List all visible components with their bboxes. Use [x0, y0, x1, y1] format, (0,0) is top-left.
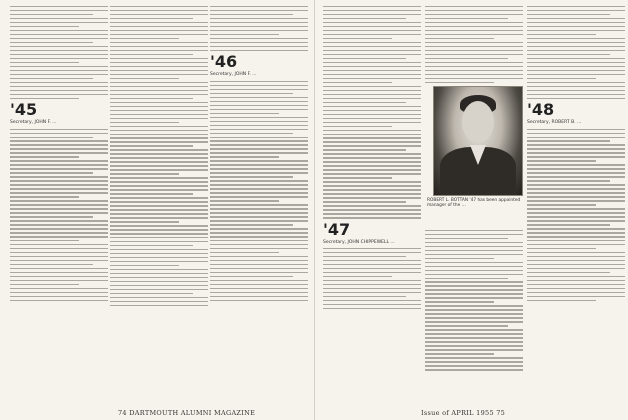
- portrait-photo: [433, 86, 523, 196]
- class-secretary: Secretary, JOHN CHIPPEWELL ...: [323, 239, 395, 245]
- class-secretary: Secretary, JOHN F. ...: [210, 72, 257, 78]
- class-secretary: Secretary, JOHN F. ...: [10, 120, 57, 126]
- photo-caption: ROBERT L. BOTTAN '47 has been appointed manager of the ...: [427, 198, 521, 209]
- class-heading: '45: [10, 100, 38, 120]
- class-heading: '48: [527, 100, 555, 120]
- column-2: [110, 6, 208, 406]
- right-page-footer: Issue of APRIL 1955 75: [421, 409, 506, 417]
- class-heading: '47: [323, 219, 351, 239]
- left-page-footer: 74 DARTMOUTH ALUMNI MAGAZINE: [118, 409, 256, 417]
- right-page: [314, 0, 628, 420]
- column-3: [210, 6, 308, 406]
- column-6: [527, 6, 625, 406]
- class-secretary: Secretary, ROBERT B. ...: [527, 120, 582, 126]
- column-1: [10, 6, 108, 406]
- column-4: [323, 6, 421, 406]
- class-heading: '46: [210, 52, 238, 72]
